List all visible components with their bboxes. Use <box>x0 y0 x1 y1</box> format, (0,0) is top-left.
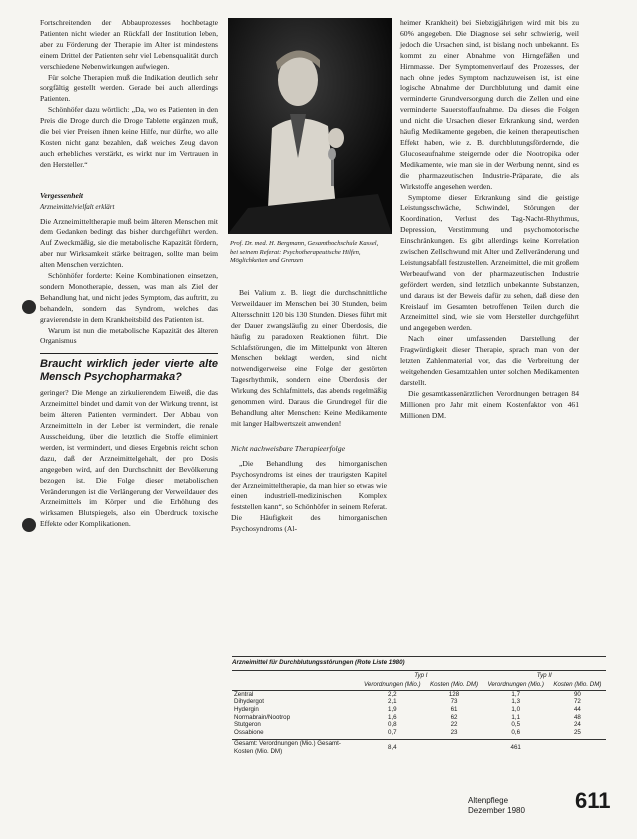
prescription-table <box>232 656 606 756</box>
table-cell: 2,1 <box>388 698 397 706</box>
subheading: Nicht nachweisbare Therapieerfolge <box>231 443 346 453</box>
table-cell: 1,3 <box>511 698 521 706</box>
table-column-header: Verordnungen (Mio.) <box>483 680 549 690</box>
table-row-label: Zentral <box>234 690 254 698</box>
table-row <box>232 698 606 706</box>
paragraph: Schönhöfer forderte: Keine Kombinationen einsetzen, sondern Monotherapie, dessen, was man als Ziel der Behandlung hat, und nicht jedes Symptom, das auftritt, zu behandeln, sondern das Syndrom, welches das gravierendste in dem Krankheitsbild des Patienten ist. <box>40 271 218 324</box>
table-cell: 128 <box>448 690 460 698</box>
table-group-header: Typ I <box>414 671 428 679</box>
paragraph: heimer Krankheit) bei Siebzigjährigen wird mit bis zu 60% angegeben. Die Diagnose sei sehr schwierig, weil jedoch die Ursachen sind, ist bislang noch unbekannt. Es kommt zu einer Abnahme von Hirngefäßen und Hirnmasse. Der Symptomenverlauf des Prozesses, der nach ohne jedes Symptom nachzuweisen ist, ist eine logische Abnahme der Durchblutung und damit eine verminderte Grundversorgung durch die Zellen und eine verminderte Sauerstoffaufnahme. Da dieses die Folgen und nicht die Ursachen dieser Erkrankung sind, werden häufig Medikamente gegeben, die keinen therapeutischen Effekt haben, wie z. B. durchblutungsfördernde, die Glucoseaufnahme steigernde oder die Nootropika oder Medikamente, wie man sie in der Werbung nennt, sind es die pharmazeutischen Industrie-Präparate, die als Wirkstoffe angesehen werden. <box>400 18 579 191</box>
table-cell: 48 <box>573 713 581 721</box>
table-total-row <box>232 740 606 756</box>
table-row <box>232 690 606 698</box>
table-cell: 73 <box>450 698 458 706</box>
table-row-label: Ossabione <box>234 728 264 736</box>
table-cell <box>425 740 482 756</box>
section-headline: Braucht wirklich jeder vierte alte Mensch Psychopharmaka? <box>40 353 218 384</box>
paragraph: Fortschreitenden der Abbauprozesses hochbetagte Patienten nicht wieder an Rückfall der Institution leben, aber zu Förderung der Therapie im Alter ist mindestens einem Drittel der Patienten sehr viel Lebensqualität durch verschiedene Nebenwirkungen aufwiegen. <box>40 18 218 71</box>
table-group-header: Typ II <box>536 671 552 679</box>
table-column-header: Kosten (Mio. DM) <box>425 680 482 690</box>
paragraph: Die gesamtkassenärztlichen Verordnungen betragen 84 Millionen pro Jahr mit einem Kostenfaktor von 461 Millionen DM. <box>400 388 579 420</box>
table-cell: 1,9 <box>388 705 397 713</box>
table-row <box>232 714 606 722</box>
paragraph: geringer? Die Menge an zirkulierendem Eiweiß, die das Arzneimittel bindet und damit von der Wirkung trennt, ist beim älteren Patienten vermindert. Der Abbau von Arzneimitteln in der Leber ist vermindert, die renale Ausscheidung, über die letztlich die Stoffe eliminiert werden, ist vermindert, und dieses Ergebnis reicht schon dazu, daß der Arzneimittelgehalt, der pro Dosis angegeben wird, auf den Durchschnitt der Bevölkerung bezogen ist. Die Folge dieser metabolischen Veränderungen ist die Verlängerung der Verweildauer des Arzneimittels im Körper und die Erhöhung des wirksamen Blutspiegels, also ein Überdruck toxische Effekte oder Komplikationen. <box>40 388 218 529</box>
table-row-label: Normabrain/Nootrop <box>234 713 291 721</box>
table-cell: 90 <box>573 690 581 698</box>
paragraph: Nach einer umfassenden Darstellung der Fragwürdigkeit dieser Therapie, sprach man von der letzten Zahlenmaterial vor, das die Verbreitung der weitgehenden Gesamtzahlen unter solchen Medikamenten darstellt. <box>400 334 579 387</box>
speaker-photo <box>228 18 392 234</box>
text-column-left <box>40 18 218 530</box>
subheading: Vergessenheit <box>40 190 84 200</box>
text-column-middle <box>231 288 387 535</box>
table-column-header: Verordnungen (Mio.) <box>359 680 425 690</box>
table-cell: 461 <box>510 744 521 752</box>
binder-hole-icon <box>22 300 36 314</box>
table-body <box>232 671 606 756</box>
table-cell: 1,1 <box>511 713 521 721</box>
table-cell: 0,8 <box>388 721 397 729</box>
paragraph: Symptome dieser Erkrankung sind die geistige Leistungsschwäche, Schwindel, Störungen der Koordination, Verlust des Tag-Nacht-Rhythmus, Depression, Verstimmung und psychomotorische Einschränkungen. Es gibt allerdings keine Korrelation zwischen Zellschwund mit Alter und Zellveränderung und Leistungsabfall festzustellen. Arzneimittel, die mit großem Werbeaufwand von der pharmazeutischen Industrie gefördert werden, sind letztlich unbekannte Substanzen, und daraus ist der Beweis dafür zu sehen, daß diese den Kreislauf im Gesamten betroffenen Teilen durch die Arzneimittel sind, wie sie vom Hersteller durchgeführt und angegeben werden. <box>400 192 579 333</box>
table-cell: 0,6 <box>511 728 521 736</box>
table-cell: 1,0 <box>511 705 521 713</box>
table-cell: 0,5 <box>511 721 521 729</box>
paragraph: Für solche Therapien muß die Indikation deutlich sehr sorgfältig gestellt werden. Gerade bei auch allerdings Patienten. <box>40 72 218 104</box>
table-column-header: Kosten (Mio. DM) <box>549 680 606 690</box>
text-column-right <box>400 18 579 422</box>
table-row <box>232 729 606 737</box>
table-row-label: Gesamt: Verordnungen (Mio.) Gesamt-Kosten (Mio. DM) <box>234 740 341 755</box>
table-cell: 8,4 <box>388 744 397 752</box>
table-row-label: Dihydergot <box>234 698 264 706</box>
table-cell: 61 <box>450 705 458 713</box>
speaker-photo-image <box>228 18 392 234</box>
table-cell: 1,7 <box>511 690 521 698</box>
table-row-label: Stutgeron <box>234 721 261 729</box>
table-row-label: Hydergin <box>234 705 259 713</box>
table-cell: 62 <box>450 713 458 721</box>
table-cell: 72 <box>573 698 581 706</box>
page-number: 611 <box>575 788 611 813</box>
table-cell: 25 <box>573 728 581 736</box>
table-cell: 24 <box>573 721 581 729</box>
table-cell: 22 <box>450 721 458 729</box>
table-cell: 2,2 <box>388 690 397 698</box>
paragraph: Bei Valium z. B. liegt die durchschnittliche Verweildauer im Menschen bei 30 Stunden, beim Altersschnitt 120 bis 130 Stunden. Dieses führt mit der Dauer zwangsläufig zu einer Überdosis, die häufig zu paradoxen Reaktionen führt. Die Schlafstörungen, die im Mittelpunkt von älteren Menschen beklagt werden, sind nicht notwendigerweise eine Folge der gestörten Tagesrhythmik, sondern eine Überdosis der Wirkung des Schlafmittels, das abends regelmäßig genommen wird. Daraus die Grundregel für die Behandlung alter Menschen: Keine Medikamente mit langer Halbwertszeit anwenden! <box>231 288 387 428</box>
paragraph: Die Arzneimitteltherapie muß beim älteren Menschen mit dem Gedanken bedingt das bisher durchgeführt werden. Auf Zweckmäßig, sie die metabolische Kapazität fördern, aber nur Wirksamkeit stärke beitragen, sollte man beim alten Menschen verzichten. <box>40 216 218 270</box>
table-cell: 44 <box>573 705 581 713</box>
table-cell: 23 <box>450 728 458 736</box>
paragraph: Warum ist nun die metabolische Kapazität des älteren Organismus <box>40 325 218 346</box>
table-row <box>232 721 606 729</box>
table-cell <box>549 740 606 756</box>
issue-date: Dezember 1980 <box>468 806 525 815</box>
binder-hole-icon <box>22 518 36 532</box>
page-footer <box>468 796 525 816</box>
photo-caption: Prof. Dr. med. H. Bergmann, Gesamthochschule Kassel, bei seinem Referat: Psychotherapeutische Hilfen, Möglichkeiten und Grenzen <box>230 240 379 265</box>
paragraph: Schönhöfer dazu wörtlich: „Da, wo es Patienten in den Preis die Droge durch die Droge Tablette ergänzen muß, die bei vier Preisen ihnen keine Hilfe, nur dürfte, wo alle Kosten nicht ganz bezahlen, daß weiches Zeug davon auch erhebliches verstärkt, es wirkt nur im Vertrauen in den Hersteller.“ <box>40 105 218 169</box>
journal-name: Altenpflege <box>468 796 509 805</box>
table-column-header <box>232 680 359 690</box>
paragraph: „Die Behandlung des himorganischen Psychosyndroms ist eines der traurigsten Kapitel der Arzneimitteltherapie, da man hier so etwas wie einen industriell-medizinischen Komplex feststellen kann“, so Schönhöfer in seinem Referat. Die Häufigkeit des himorganischen Psychosyndroms (Al- <box>231 458 387 534</box>
table-cell: 1,6 <box>388 713 397 721</box>
table-title: Arzneimittel für Durchblutungsstörungen (Rote Liste 1980) <box>232 657 606 671</box>
subheading-line: Arzneimittelvielfalt erklärt <box>40 202 115 211</box>
table-cell: 0,7 <box>388 728 397 736</box>
table-row <box>232 706 606 714</box>
